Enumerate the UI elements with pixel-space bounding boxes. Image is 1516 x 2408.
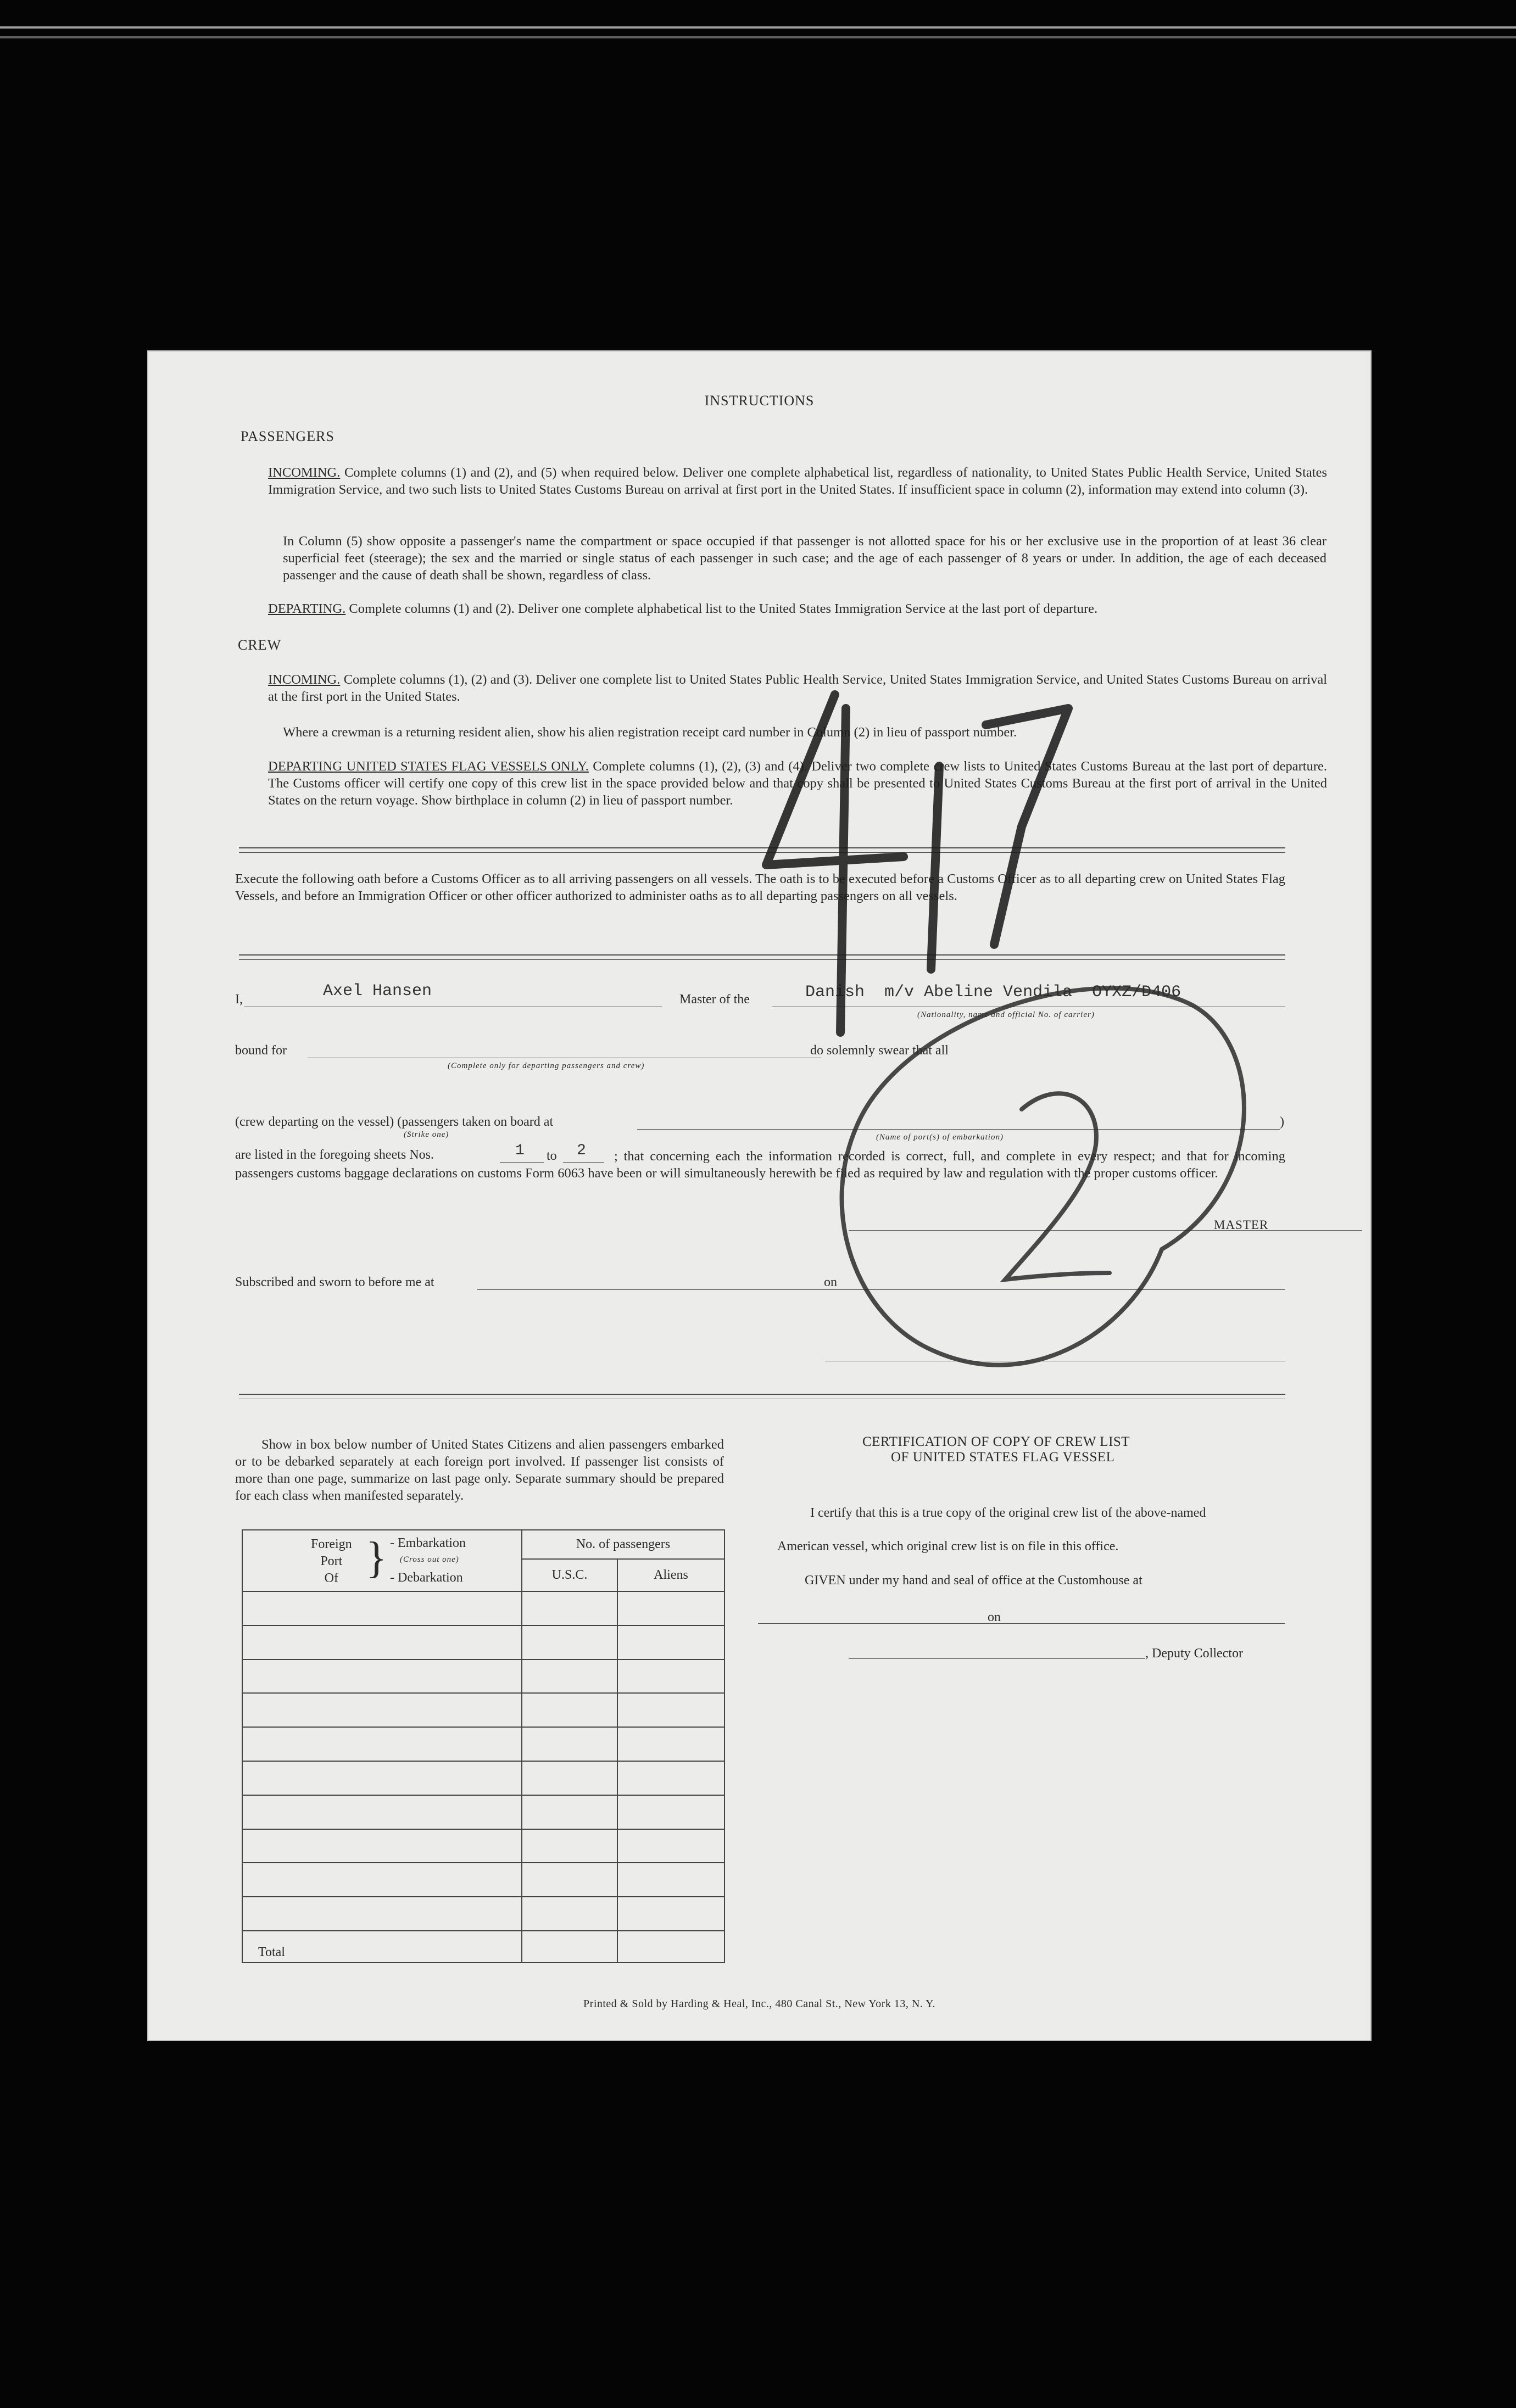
usc-cell[interactable]	[522, 1693, 617, 1727]
port-cell[interactable]	[242, 1761, 522, 1795]
usc-cell[interactable]	[522, 1625, 617, 1660]
aliens-cell[interactable]	[617, 1761, 724, 1795]
oath-instructions: Execute the following oath before a Customs Officer as to all arriving passengers on all vessels. The oath is to be executed before a Customs Officer as to all departing crew on United States Flag Vessels, and before an Immigration Officer or other officer authorized to administer oaths as to all departing passengers on all vessels.	[235, 871, 1285, 903]
usc-cell[interactable]	[522, 1727, 617, 1761]
aliens-cell[interactable]	[617, 1727, 724, 1761]
of-label: Of	[324, 1571, 338, 1585]
foreign-label: Foreign	[311, 1537, 352, 1551]
usc-cell[interactable]	[522, 1829, 617, 1863]
total-usc-cell[interactable]	[522, 1931, 617, 1963]
total-label: Total	[242, 1931, 522, 1963]
usc-cell[interactable]	[522, 1591, 617, 1625]
deputy-collector-label: , Deputy Collector	[1145, 1646, 1243, 1661]
subscribed-label: Subscribed and sworn to before me at	[235, 1275, 434, 1289]
port-cell[interactable]	[242, 1727, 522, 1761]
divider	[239, 959, 1285, 960]
port-cell[interactable]	[242, 1625, 522, 1660]
vessel-field[interactable]: Danish m/v Abeline Vendila OYXZ/D406	[805, 983, 1181, 1002]
port-cell[interactable]	[242, 1795, 522, 1829]
ports-line	[637, 1129, 1280, 1130]
crew-departing-paragraph	[268, 758, 1327, 809]
divider	[239, 847, 1285, 848]
summary-intro: Show in box below number of United States Citizens and alien passengers embarked or to be debarked separately at each foreign port involved. If passenger list consists of more than one page, summarize on last page only. Separate summary should be prepared for each class when manifested separately.	[235, 1437, 724, 1503]
aliens-cell[interactable]	[617, 1591, 724, 1625]
port-cell[interactable]	[242, 1693, 522, 1727]
column5-paragraph: In Column (5) show opposite a passenger's name the compartment or space occupied if that passenger is not allotted space for his or her exclusive use in the proportion of at least 36 clear superficial feet (steerage); the sex and the married or single status of each passenger in such case; and the age of each passenger of 8 years or under. In addition, the age of each deceased passenger and the cause of death shall be shown, regardless of class.	[283, 534, 1326, 583]
sheet-from-field[interactable]: 1	[515, 1142, 525, 1159]
port-label: Port	[320, 1554, 343, 1568]
passengers-incoming-paragraph	[268, 464, 1327, 498]
subscribed-on-label: on	[824, 1275, 837, 1289]
passengers-departing-label: DEPARTING.	[268, 601, 346, 616]
master-signature-line	[849, 1230, 1362, 1231]
crew-departing-text: Complete columns (1), (2), (3) and (4). Deliver two complete crew lists to United States Customs Bureau at the last port of departure. The Customs officer will certify one copy of this crew list in the space provided below and that copy shall be presented to United States Customs Bureau at the first port of arrival in the United States on the return voyage. Show birthplace in column (2) in lieu of passport number.	[268, 759, 1327, 808]
film-edge-line	[0, 26, 1516, 29]
passengers-header: No. of passengers	[522, 1530, 724, 1559]
passengers-departing-text: Complete columns (1) and (2). Deliver one complete alphabetical list to the United States Immigration Service at the last port of departure.	[349, 601, 1098, 616]
passengers-incoming-label: INCOMING.	[268, 465, 341, 480]
aliens-cell[interactable]	[617, 1829, 724, 1863]
customhouse-line	[758, 1623, 1285, 1624]
aliens-cell[interactable]	[617, 1897, 724, 1931]
usc-cell[interactable]	[522, 1795, 617, 1829]
port-cell[interactable]	[242, 1829, 522, 1863]
certification-text2: American vessel, which original crew list is on file in this office.	[777, 1539, 1119, 1554]
passenger-summary-table	[242, 1529, 725, 1963]
crew-incoming-label: INCOMING.	[268, 672, 341, 687]
certification-on-label: on	[988, 1610, 1001, 1624]
to-label: to	[547, 1149, 557, 1163]
sheets-label: are listed in the foregoing sheets Nos.	[235, 1148, 434, 1162]
master-name-field[interactable]: Axel Hansen	[323, 982, 432, 1001]
embarkation-label: - Embarkation	[390, 1536, 466, 1550]
aliens-cell[interactable]	[617, 1795, 724, 1829]
usc-cell[interactable]	[522, 1863, 617, 1897]
divider	[239, 954, 1285, 956]
ports-caption: (Name of port(s) of embarkation)	[876, 1133, 1004, 1142]
film-edge-line	[0, 36, 1516, 38]
subscribed-on-line	[841, 1289, 1285, 1290]
deputy-signature-line	[849, 1658, 1145, 1659]
port-cell[interactable]	[242, 1660, 522, 1694]
swear-label: do solemnly swear that all	[810, 1043, 949, 1058]
debarkation-label: - Debarkation	[390, 1571, 463, 1585]
certification-text1: I certify that this is a true copy of the original crew list of the above-named	[810, 1506, 1206, 1520]
master-of-label: Master of the	[679, 992, 750, 1007]
certification-text3: GIVEN under my hand and seal of office at the Customhouse at	[805, 1573, 1142, 1588]
bound-for-label: bound for	[235, 1043, 287, 1058]
instructions-title: INSTRUCTIONS	[704, 393, 815, 409]
cross-out-caption: (Cross out one)	[400, 1555, 459, 1564]
usc-cell[interactable]	[522, 1660, 617, 1694]
brace-icon: }	[366, 1534, 387, 1582]
form-sheet	[148, 351, 1370, 2040]
foreign-port-header	[242, 1530, 522, 1591]
crew-departing-label: DEPARTING UNITED STATES FLAG VESSELS ONLY.	[268, 759, 589, 774]
oath-i-label: I,	[235, 992, 243, 1007]
port-cell[interactable]	[242, 1863, 522, 1897]
passengers-heading: PASSENGERS	[241, 428, 335, 444]
aliens-cell[interactable]	[617, 1625, 724, 1660]
aliens-cell[interactable]	[617, 1863, 724, 1897]
strike-caption: (Strike one)	[404, 1130, 449, 1139]
bound-for-caption: (Complete only for departing passengers and crew)	[448, 1061, 645, 1070]
master-label: MASTER	[1214, 1218, 1269, 1232]
usc-cell[interactable]	[522, 1897, 617, 1931]
divider	[239, 852, 1285, 853]
crew-departing-label: (crew departing on the vessel) (passengers taken on board at	[235, 1115, 554, 1129]
sheets-text: ; that concerning each the information recorded is correct, full, and complete in every respect; and that for incoming passengers customs baggage declarations on customs Form 6063 have been or will simultaneously herewith be filed as required by law and regulation with the proper customs officer.	[235, 1149, 1285, 1181]
aliens-header: Aliens	[617, 1559, 724, 1591]
vessel-caption: (Nationality, name and official No. of carrier)	[917, 1010, 1095, 1019]
aliens-cell[interactable]	[617, 1660, 724, 1694]
close-paren: )	[1280, 1115, 1284, 1129]
crew-alien-paragraph: Where a crewman is a returning resident alien, show his alien registration receipt card number in Column (2) in lieu of passport number.	[283, 725, 1017, 740]
aliens-cell[interactable]	[617, 1693, 724, 1727]
printer-footer: Printed & Sold by Harding & Heal, Inc., 480 Canal St., New York 13, N. Y.	[583, 1998, 935, 2010]
port-cell[interactable]	[242, 1591, 522, 1625]
certification-title-line1: CERTIFICATION OF COPY OF CREW LIST	[862, 1434, 1130, 1449]
crew-heading: CREW	[238, 637, 282, 653]
usc-header: U.S.C.	[522, 1559, 617, 1591]
crew-incoming-paragraph	[268, 671, 1327, 705]
port-cell[interactable]	[242, 1897, 522, 1931]
passengers-incoming-text: Complete columns (1) and (2), and (5) when required below. Deliver one complete alphabetical list, regardless of nationality, to United States Public Health Service, United States Immigration Service, and two such lists to United States Customs Bureau on arrival at first port in the United States. If insufficient space in column (2), information may extend into column (3).	[268, 465, 1327, 497]
sheet-to-field[interactable]: 2	[577, 1142, 586, 1159]
certification-title-line2: OF UNITED STATES FLAG VESSEL	[891, 1450, 1115, 1465]
total-aliens-cell[interactable]	[617, 1931, 724, 1963]
crew-incoming-text: Complete columns (1), (2) and (3). Deliver one complete list to United States Public Health Service, United States Immigration Service, and United States Customs Bureau on arrival at the first port in the United States.	[268, 672, 1328, 704]
divider	[239, 1394, 1285, 1395]
passengers-departing-paragraph	[268, 600, 1327, 617]
usc-cell[interactable]	[522, 1761, 617, 1795]
